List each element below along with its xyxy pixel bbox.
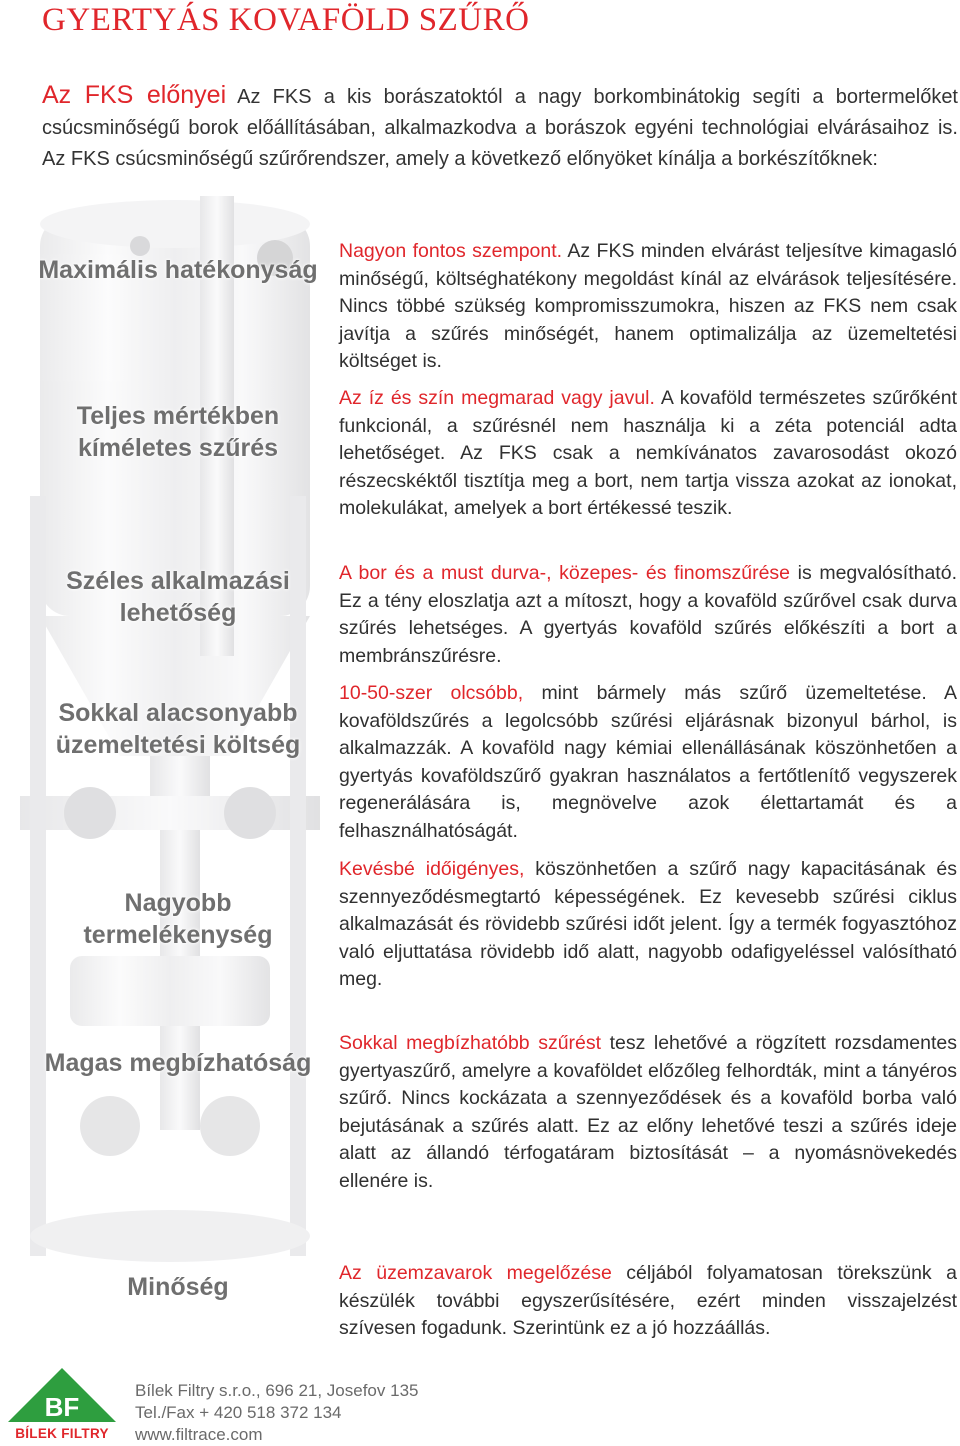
paragraph-text: köszönhetően a szűrő nagy kapacitásának és szennyeződésmegtartó képességének. Ez kevesebb szűrési ciklus alkalmazását és rövidebb szűrési időt jelent. Így a termék fogyasztóhoz való eljuttatása rövidebb idő alatt, nagyobb odafigyeléssel valósítható meg. (339, 858, 957, 990)
intro-lead: Az FKS előnyei (42, 81, 227, 109)
paragraph-productivity (339, 856, 957, 994)
filter-machine-illustration (0, 196, 340, 1362)
benefit-reliability: Magas megbízhatóság (44, 1049, 312, 1077)
paragraph-highlight: Az üzemzavarok megelőzése (339, 1262, 612, 1284)
paragraph-highlight: 10-50-szer olcsóbb, (339, 682, 524, 704)
paragraph-gentle (339, 385, 957, 523)
paragraph-highlight: A bor és a must durva-, közepes- és finomszűrése (339, 562, 791, 584)
footer-phone: Tel./Fax + 420 518 372 134 (135, 1403, 342, 1422)
intro-paragraph (42, 80, 958, 175)
intro-text: Az FKS a kis borászatoktól a nagy borkombinátokig segíti a bortermelőket csúcsminőségű borok előállításában, alkalmazkodva a borászok egyéni technológiai elvárásaihoz is. Az FKS csúcsminőségű szűrőrendszer, amely a következő előnyöket kínálja a borkészítőknek: (42, 86, 958, 170)
paragraph-text: céljából folyamatosan törekszünk a készülék további egyszerűsítésére, ezért minden visszajelzést szívesen fogadunk. Szerintünk ez a jó hozzáállás. (339, 1262, 957, 1339)
benefit-productivity: Nagyobb termelékenység (83, 889, 273, 949)
footer-contact (135, 1380, 418, 1446)
footer-address: Bílek Filtry s.r.o., 696 21, Josefov 135 (135, 1381, 419, 1400)
paragraph-text: is megvalósítható. Ez a tény eloszlatja azt a mítoszt, hogy a kovaföld szűrővel csak durva szűrés lehetséges. A gyertyás kovaföld szűrés előkészíti a bort a membránszűrésre. (339, 562, 957, 667)
page-title: GYERTYÁS KOVAFÖLD SZŰRŐ (42, 2, 530, 38)
footer-website-link[interactable]: www.filtrace.com (135, 1425, 263, 1444)
benefit-gentle-filtration: Teljes mértékben kíméletes szűrés (76, 402, 280, 462)
paragraph-text: Az FKS minden elvárást teljesítve kimagasló minőségű, költséghatékony megoldást kínál az elvárások teljesítésére. Nincs többé szükség kompromisszumokra, hiszen az FKS nem csak javítja a szűrés minőségét, hanem optimalizálja az üzemeltetési költséget is. (339, 240, 957, 372)
paragraph-efficiency (339, 238, 957, 376)
paragraph-cost (339, 680, 957, 845)
paragraph-highlight: Az íz és szín megmarad vagy javul. (339, 387, 655, 409)
paragraph-text: mint bármely más szűrő üzemeltetése. A kovaföldszűrés a legolcsóbb szűrési eljárásnak bizonyul bárhol, is alkalmazzák. A kovaföld nagy kémiai ellenállásának köszönhetően a gyertyás kovaföldszűrő gyakran használatos a fertőtlenítő vegyszerek regenerálására is, megnövelve azok élettartamát és a felhasználhatóságát. (339, 682, 957, 842)
paragraph-highlight: Kevésbé időigényes, (339, 858, 525, 880)
paragraph-text: tesz lehetővé a rögzített rozsdamentes gyertyaszűrő, amelyre a kovaföldet előzőleg felhordták, mint a tányéros szűrő. Nincs kockázata a szennyeződések és a kovaföld borba való bejutásának a szűrés alatt. Ez az előny lehetővé teszi a szűrés ideje alatt az állandó térfogatáram biztosítását – a nyomásnövekedés ellenére is. (339, 1032, 957, 1192)
benefit-quality: Minőség (127, 1273, 229, 1301)
paragraph-highlight: Sokkal megbízhatóbb szűrést (339, 1032, 602, 1054)
benefit-lower-cost: Sokkal alacsonyabb üzemeltetési költség (55, 699, 301, 759)
logo-name: BÍLEK FILTRY (15, 1426, 109, 1441)
paragraph-reliability (339, 1030, 957, 1195)
benefit-max-efficiency: Maximális hatékonyság (38, 256, 318, 284)
paragraph-text: A kovaföld természetes szűrőként funkcionál, a szűrésnél nem használja ki a zéta potenciál adta lehetőséget. Az FKS csak a nemkívánatos zavarosodást okozó részecskéktől tisztítja meg a bort, nem tartja vissza azokat az ionokat, molekulákat, amelyek a bort értékessé teszik. (339, 387, 957, 519)
paragraph-application (339, 560, 957, 670)
benefit-wide-application: Széles alkalmazási lehetőség (66, 567, 290, 627)
logo-initials: BF (44, 1392, 80, 1422)
paragraph-highlight: Nagyon fontos szempont. (339, 240, 563, 262)
paragraph-quality (339, 1260, 957, 1343)
